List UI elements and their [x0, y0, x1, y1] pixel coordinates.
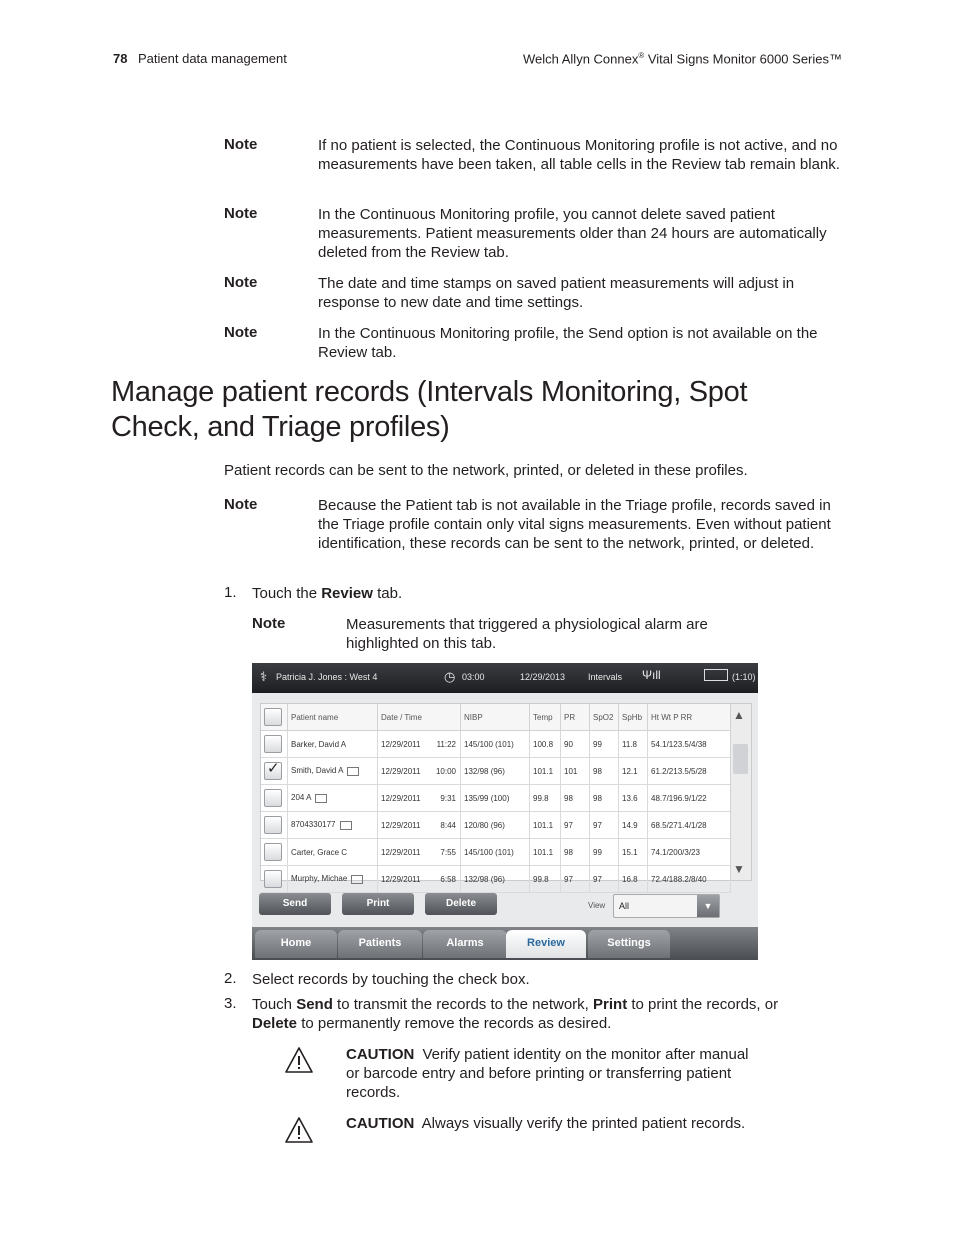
- step-number: 1.: [224, 584, 237, 601]
- intro-paragraph: Patient records can be sent to the network, printed, or deleted in these profiles.: [224, 462, 748, 479]
- record-date: 12/29/2011: [381, 793, 421, 803]
- date-time-cell: [378, 839, 461, 866]
- table-row[interactable]: [261, 812, 731, 839]
- note-text: Measurements that triggered a physiological alarm are highlighted on this tab.: [346, 616, 708, 652]
- row-checkbox[interactable]: [264, 843, 282, 861]
- other-cell: 54.1/123.5/4/38: [648, 731, 731, 758]
- other-cell: 68.5/271.4/1/28: [648, 812, 731, 839]
- record-time: 6:58: [440, 874, 456, 884]
- caduceus-icon: ⚕: [260, 669, 268, 684]
- envelope-icon: [315, 794, 327, 803]
- table-row[interactable]: [261, 785, 731, 812]
- table-scrollbar[interactable]: [730, 704, 751, 880]
- row-select-cell: [261, 785, 288, 812]
- table-row[interactable]: [261, 758, 731, 785]
- envelope-icon: [347, 767, 359, 776]
- patient-name-cell: [288, 758, 378, 785]
- record-date: 12/29/2011: [381, 820, 421, 830]
- record-date: 12/29/2011: [381, 766, 421, 776]
- select-all-checkbox[interactable]: [264, 708, 282, 726]
- warning-icon: [284, 1116, 314, 1144]
- record-date: 12/29/2011: [381, 874, 421, 884]
- temp-cell: 100.8: [530, 731, 561, 758]
- note-text: In the Continuous Monitoring profile, the Send option is not available on the Review tab.: [318, 325, 818, 361]
- spo2-cell: 97: [590, 866, 619, 893]
- pr-cell: 98: [561, 839, 590, 866]
- sphb-cell: 14.9: [619, 812, 648, 839]
- tab-patients[interactable]: Patients: [338, 930, 422, 958]
- clock-icon: ◷: [444, 669, 456, 684]
- record-time: 7:55: [440, 847, 456, 857]
- patient-name-cell: [288, 866, 378, 893]
- spo2-cell: 98: [590, 785, 619, 812]
- date-time-cell: [378, 785, 461, 812]
- sphb-cell: 11.8: [619, 731, 648, 758]
- table-row[interactable]: [261, 731, 731, 758]
- signal-icon: Ψıll: [642, 668, 661, 682]
- date-time-cell: [378, 812, 461, 839]
- scroll-thumb[interactable]: [733, 744, 748, 774]
- record-time: 9:31: [440, 793, 456, 803]
- patient-name-cell: [288, 731, 378, 758]
- other-cell: 48.7/196.9/1/22: [648, 785, 731, 812]
- step-number: 2.: [224, 970, 237, 987]
- envelope-icon: [340, 821, 352, 830]
- nibp-cell: 145/100 (101): [461, 839, 530, 866]
- step-text: Touch the Review tab.: [252, 585, 403, 602]
- envelope-icon: [351, 875, 363, 884]
- spo2-cell: 99: [590, 839, 619, 866]
- column-header[interactable]: SpHb: [619, 704, 648, 731]
- temp-cell: 101.1: [530, 839, 561, 866]
- note-text: If no patient is selected, the Continuous Monitoring profile is not active, and no measurements have been taken, all table cells in the Review tab remain blank.: [318, 137, 840, 173]
- note-text: In the Continuous Monitoring profile, you cannot delete saved patient measurements. Patient measurements older than 24 hours are automatically deleted from the Review tab.: [318, 206, 827, 261]
- row-select-cell: [261, 731, 288, 758]
- sphb-cell: 16.8: [619, 866, 648, 893]
- row-select-cell: [261, 839, 288, 866]
- note-label: Note: [224, 324, 258, 341]
- record-time: 8:44: [440, 820, 456, 830]
- row-checkbox[interactable]: [264, 816, 282, 834]
- profile-name[interactable]: Intervals: [588, 672, 623, 682]
- patient-name-cell: [288, 839, 378, 866]
- pr-cell: 101: [561, 758, 590, 785]
- note-label: Note: [224, 274, 258, 291]
- date-time-cell: [378, 866, 461, 893]
- delete-button[interactable]: Delete: [425, 893, 497, 915]
- step-text: Select records by touching the check box.: [252, 971, 530, 988]
- record-date: 12/29/2011: [381, 739, 421, 749]
- patient-name: Carter, Grace C: [291, 847, 348, 857]
- row-checkbox[interactable]: [264, 789, 282, 807]
- table-row[interactable]: [261, 839, 731, 866]
- pr-cell: 90: [561, 731, 590, 758]
- patient-name[interactable]: Patricia J. Jones : West 4: [276, 672, 378, 682]
- caution-text: CAUTION Verify patient identity on the monitor after manual or barcode entry and before printing or transferring patient records.: [346, 1046, 749, 1101]
- note-label: Note: [224, 136, 258, 153]
- patient-name: Murphy, Michae: [291, 874, 348, 884]
- spo2-cell: 97: [590, 812, 619, 839]
- sphb-cell: 15.1: [619, 839, 648, 866]
- patient-name: 8704330177: [291, 820, 336, 830]
- row-select-cell: [261, 866, 288, 893]
- section-heading: Manage patient records (Intervals Monitoring, Spot Check, and Triage profiles): [111, 376, 748, 443]
- table-row[interactable]: [261, 866, 731, 893]
- temp-cell: 101.1: [530, 758, 561, 785]
- section-title: Patient data management: [138, 51, 287, 66]
- patient-name: Smith, David A: [291, 766, 344, 776]
- caution-text: CAUTION Always visually verify the printed patient records.: [346, 1115, 746, 1132]
- date-time-cell: [378, 731, 461, 758]
- temp-cell: 99.8: [530, 866, 561, 893]
- other-cell: 74.1/200/3/23: [648, 839, 731, 866]
- row-checkbox[interactable]: [264, 735, 282, 753]
- review-table-panel: [260, 703, 752, 884]
- review-table: [261, 704, 731, 893]
- battery-time: (1:10): [732, 672, 756, 682]
- nibp-cell: 132/98 (96): [461, 758, 530, 785]
- sphb-cell: 12.1: [619, 758, 648, 785]
- row-select-cell: [261, 758, 288, 785]
- bottom-tab-bar: [252, 927, 758, 960]
- note-label: Note: [252, 615, 286, 632]
- checkmark-icon: ✓: [267, 760, 280, 777]
- tab-review[interactable]: Review: [506, 930, 586, 958]
- print-button[interactable]: Print: [342, 893, 414, 915]
- patient-name: Barker, David A: [291, 739, 347, 749]
- temp-cell: 99.8: [530, 785, 561, 812]
- view-label: View: [588, 901, 606, 910]
- nibp-cell: 120/80 (96): [461, 812, 530, 839]
- row-checkbox[interactable]: [264, 870, 282, 888]
- column-header[interactable]: PR: [561, 704, 590, 731]
- tab-settings[interactable]: Settings: [588, 930, 670, 958]
- view-select[interactable]: [613, 894, 720, 918]
- battery-icon: [704, 669, 728, 681]
- temp-cell: 101.1: [530, 812, 561, 839]
- spo2-cell: 99: [590, 731, 619, 758]
- note-label: Note: [224, 496, 258, 513]
- scroll-up-icon[interactable]: ▲: [733, 708, 745, 722]
- note-label: Note: [224, 205, 258, 222]
- record-time: 10:00: [435, 766, 456, 776]
- column-header[interactable]: Temp: [530, 704, 561, 731]
- step-number: 3.: [224, 995, 237, 1012]
- nibp-cell: 135/99 (100): [461, 785, 530, 812]
- row-checkbox[interactable]: [264, 762, 282, 780]
- step-text: Touch Send to transmit the records to the network, Print to print the records, or Delete to permanently remove the records as desired.: [252, 996, 779, 1032]
- other-cell: 61.2/213.5/5/28: [648, 758, 731, 785]
- spo2-cell: 98: [590, 758, 619, 785]
- column-header[interactable]: NIBP: [461, 704, 530, 731]
- tab-home[interactable]: Home: [255, 930, 337, 958]
- other-cell: 72.4/188.2/8/40: [648, 866, 731, 893]
- patient-name-cell: [288, 812, 378, 839]
- tab-alarms[interactable]: Alarms: [423, 930, 507, 958]
- row-select-cell: [261, 812, 288, 839]
- monitor-screenshot: [252, 663, 758, 960]
- patient-name-cell: [288, 785, 378, 812]
- chevron-down-icon[interactable]: ▼: [697, 895, 719, 917]
- view-selected-value: All: [619, 901, 630, 911]
- pr-cell: 97: [561, 866, 590, 893]
- scroll-down-icon[interactable]: ▼: [733, 862, 745, 876]
- column-header[interactable]: Date / Time: [378, 704, 461, 731]
- nibp-cell: 145/100 (101): [461, 731, 530, 758]
- send-button[interactable]: Send: [259, 893, 331, 915]
- note-text: The date and time stamps on saved patient measurements will adjust in response to new date and time settings.: [318, 275, 795, 311]
- pr-cell: 98: [561, 785, 590, 812]
- select-column-header: [261, 704, 288, 731]
- status-date: 12/29/2013: [520, 672, 566, 682]
- warning-icon: [284, 1046, 314, 1074]
- pr-cell: 97: [561, 812, 590, 839]
- clock-time: 03:00: [462, 672, 485, 682]
- record-date: 12/29/2011: [381, 847, 421, 857]
- date-time-cell: [378, 758, 461, 785]
- patient-name: 204 A: [291, 793, 312, 803]
- column-header[interactable]: SpO2: [590, 704, 619, 731]
- page-number: 78: [113, 51, 128, 66]
- note-text: Because the Patient tab is not available in the Triage profile, records saved in the Triage profile contain only vital signs measurements. Even without patient identification, these records can be sent to the network, printed, or deleted.: [318, 497, 831, 552]
- nibp-cell: 132/98 (96): [461, 866, 530, 893]
- status-bar: [252, 663, 758, 693]
- record-time: 11:22: [436, 739, 456, 749]
- sphb-cell: 13.6: [619, 785, 648, 812]
- document-title: Welch Allyn Connex® Vital Signs Monitor 6000 Series™: [522, 51, 842, 67]
- column-header[interactable]: Patient name: [288, 704, 378, 731]
- column-header[interactable]: Ht Wt P RR: [648, 704, 731, 731]
